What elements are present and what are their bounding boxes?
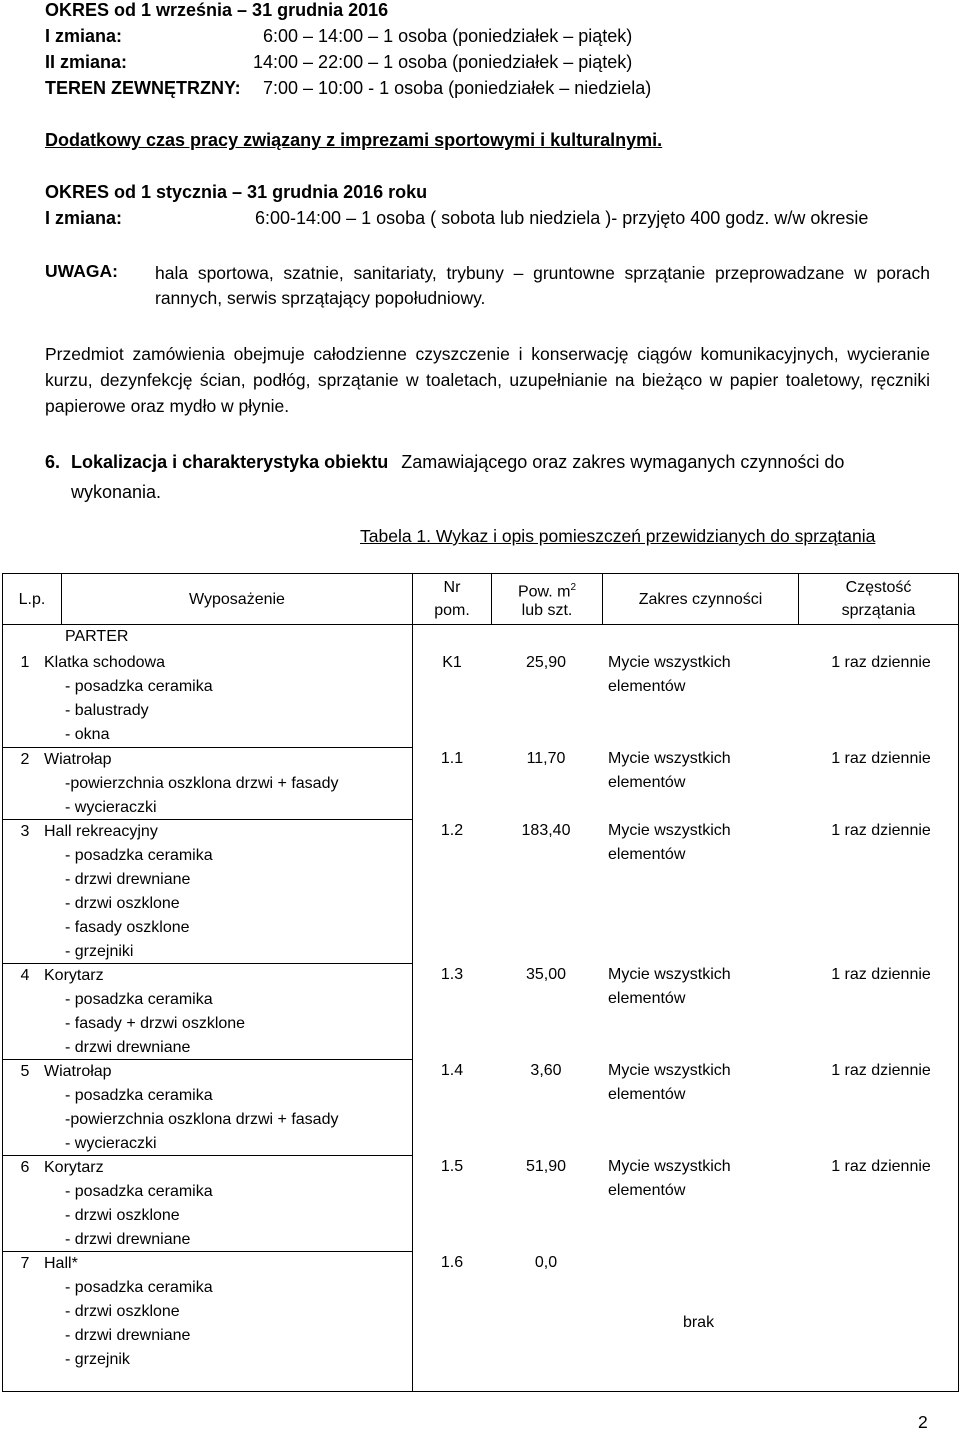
equipment-item: - posadzka ceramika <box>65 991 213 1008</box>
row-title <box>3 748 412 772</box>
section-6-heading <box>45 447 930 477</box>
section-title-bold: Lokalizacja i charakterystyka obiektu <box>71 452 389 472</box>
room-area: 11,70 <box>526 750 566 767</box>
section-title-continuation: wykonania. <box>71 482 162 502</box>
room-number: 1.2 <box>440 822 464 839</box>
page-number: 2 <box>918 1412 928 1432</box>
room-name: Klatka schodowa <box>44 654 165 671</box>
column-divider <box>491 625 492 1391</box>
table-row <box>3 651 412 747</box>
room-number: 1.1 <box>440 750 464 767</box>
period2-title: OKRES od 1 stycznia – 31 grudnia 2016 roku <box>45 182 428 202</box>
row-title <box>3 651 412 675</box>
scope-line2: elementów <box>608 774 686 791</box>
cleaning-frequency: 1 raz dziennie <box>831 822 931 839</box>
table-row <box>3 747 412 819</box>
row-details <box>413 747 958 819</box>
scope-line1: Mycie wszystkich <box>608 822 731 839</box>
room-number: 1.5 <box>440 1158 464 1175</box>
items-list <box>3 651 412 1371</box>
table-row <box>3 1251 412 1371</box>
header-room-number <box>413 574 492 625</box>
equipment-item: - posadzka ceramika <box>65 847 213 864</box>
header-area <box>492 574 603 625</box>
room-name: Wiatrołap <box>44 751 112 768</box>
row-number: 4 <box>20 967 30 984</box>
table-header-row <box>3 574 959 625</box>
equipment-item: - wycieraczki <box>65 799 157 816</box>
cleaning-frequency: 1 raz dziennie <box>831 966 931 983</box>
header-nr-line1: Nr <box>443 579 461 596</box>
cleaning-frequency: 1 raz dziennie <box>831 1062 931 1079</box>
room-area: 0,0 <box>534 1254 558 1271</box>
header-freq-line2: sprzątania <box>841 602 916 619</box>
equipment-item: - drzwi oszklone <box>65 895 180 912</box>
equipment-item: - okna <box>65 726 110 743</box>
period2-value: 6:00-14:00 – 1 osoba ( sobota lub niedziela )- przyjęto 400 godz. w/w okresie <box>255 208 869 228</box>
scope-line1: Mycie wszystkich <box>608 750 731 767</box>
equipment-item: - drzwi drewniane <box>65 871 191 888</box>
column-divider <box>796 625 797 1391</box>
row-number: 5 <box>20 1063 30 1080</box>
scope-none: brak <box>682 1314 715 1331</box>
room-area: 51,90 <box>525 1158 567 1175</box>
row-title <box>3 1060 412 1084</box>
scope-line1: Mycie wszystkich <box>608 1158 731 1175</box>
period1-row-value: 7:00 – 10:00 - 1 osoba (poniedziałek – niedziela) <box>263 78 652 98</box>
scope-line2: elementów <box>608 1182 686 1199</box>
row-number: 6 <box>20 1159 30 1176</box>
equipment-item: - wycieraczki <box>65 1135 157 1152</box>
room-area: 183,40 <box>521 822 571 839</box>
period1-row-label: I zmiana: <box>45 26 123 46</box>
row-number: 7 <box>20 1255 30 1272</box>
scope-paragraph: Przedmiot zamówienia obejmuje całodzienne czyszczenie i konserwację ciągów komunikacyjnych, wycieranie kurzu, dezynfekcję ścian, podłóg, sprzątanie w toaletach, uzupełnianie na bieżąco w papier toaletowy, ręczniki papierowe oraz mydło w płynie. <box>45 344 930 416</box>
scope-line2: elementów <box>608 678 686 695</box>
header-lp: L.p. <box>3 574 62 625</box>
scope-line2: elementów <box>608 846 686 863</box>
section-title-rest: Zamawiającego oraz zakres wymaganych czynności do <box>401 452 845 472</box>
column-divider <box>601 625 602 1391</box>
room-area: 3,60 <box>530 1062 562 1079</box>
room-name: Korytarz <box>44 1159 104 1176</box>
scope-line2: elementów <box>608 990 686 1007</box>
row-details <box>413 1059 958 1155</box>
row-details <box>413 819 958 963</box>
room-name: Korytarz <box>44 967 104 984</box>
equipment-item: - drzwi drewniane <box>65 1231 191 1248</box>
scope-line1: Mycie wszystkich <box>608 966 731 983</box>
room-number: 1.3 <box>440 966 464 983</box>
equipment-item: - fasady oszklone <box>65 919 190 936</box>
row-title <box>3 1156 412 1180</box>
table-row <box>3 963 412 1059</box>
header-scope: Zakres czynności <box>603 574 799 625</box>
equipment-item: - drzwi oszklone <box>65 1303 180 1320</box>
table-caption: Tabela 1. Wykaz i opis pomieszczeń przewidzianych do sprzątania <box>360 526 876 546</box>
room-number: K1 <box>442 654 462 671</box>
room-name: Wiatrołap <box>44 1063 112 1080</box>
period1-row-label: II zmiana: <box>45 52 128 72</box>
period2-label: I zmiana: <box>45 208 123 228</box>
period1-row-value: 6:00 – 14:00 – 1 osoba (poniedziałek – piątek) <box>263 26 633 46</box>
row-title <box>3 1252 412 1276</box>
period1-title: OKRES od 1 września – 31 grudnia 2016 <box>45 0 389 20</box>
row-title <box>3 964 412 988</box>
equipment-item: - drzwi drewniane <box>65 1327 191 1344</box>
table-body-row <box>3 625 959 1392</box>
details-list <box>413 625 958 1391</box>
details-column <box>413 625 959 1392</box>
row-details <box>413 1155 958 1251</box>
equipment-item: - grzejnik <box>65 1351 130 1368</box>
equipment-item: - posadzka ceramika <box>65 1087 213 1104</box>
floor-label: PARTER <box>65 628 129 645</box>
table-row <box>3 819 412 963</box>
equipment-item: - posadzka ceramika <box>65 1279 213 1296</box>
equipment-item: - posadzka ceramika <box>65 678 213 695</box>
room-number: 1.6 <box>440 1254 464 1271</box>
equipment-item: -powierzchnia oszklona drzwi + fasady <box>65 775 339 792</box>
equipment-item: - posadzka ceramika <box>65 1183 213 1200</box>
room-number: 1.4 <box>440 1062 464 1079</box>
header-frequency <box>799 574 959 625</box>
equipment-item: -powierzchnia oszklona drzwi + fasady <box>65 1111 339 1128</box>
rooms-table <box>2 573 959 1392</box>
header-nr-line2: pom. <box>434 602 470 619</box>
note-label: UWAGA: <box>45 261 118 281</box>
extra-work-note: Dodatkowy czas pracy związany z imprezami sportowymi i kulturalnymi. <box>45 130 663 150</box>
header-area-line1 <box>492 576 602 599</box>
table-row <box>3 1155 412 1251</box>
row-number: 3 <box>20 823 30 840</box>
cleaning-frequency: 1 raz dziennie <box>831 1158 931 1175</box>
room-name: Hall rekreacyjny <box>44 823 158 840</box>
equipment-item: - drzwi oszklone <box>65 1207 180 1224</box>
equipment-item: - fasady + drzwi oszklone <box>65 1015 246 1032</box>
cleaning-frequency: 1 raz dziennie <box>831 750 931 767</box>
row-number: 2 <box>20 751 30 768</box>
header-area-text: Pow. m <box>517 583 571 601</box>
header-equipment: Wyposażenie <box>62 574 413 625</box>
row-number: 1 <box>20 654 30 671</box>
equipment-item: - balustrady <box>65 702 149 719</box>
room-area: 35,00 <box>525 966 567 983</box>
scope-line1: Mycie wszystkich <box>608 1062 731 1079</box>
period1-row-label: TEREN ZEWNĘTRZNY: <box>45 78 241 98</box>
cleaning-frequency: 1 raz dziennie <box>831 654 931 671</box>
header-area-line2: lub szt. <box>521 602 573 619</box>
header-freq-line1: Częstość <box>845 579 912 596</box>
equipment-item: - drzwi drewniane <box>65 1039 191 1056</box>
scope-line2: elementów <box>608 1086 686 1103</box>
section-number: 6. <box>45 452 61 472</box>
header-area-sup: 2 <box>570 582 577 593</box>
room-area: 25,90 <box>525 654 567 671</box>
row-details <box>413 651 958 747</box>
equipment-item: - grzejniki <box>65 943 134 960</box>
row-details <box>413 1251 958 1371</box>
table-row <box>3 1059 412 1155</box>
scope-line1: Mycie wszystkich <box>608 654 731 671</box>
row-title <box>3 820 412 844</box>
equipment-column <box>3 625 413 1392</box>
room-name: Hall* <box>44 1255 78 1272</box>
row-details <box>413 963 958 1059</box>
period1-row-value: 14:00 – 22:00 – 1 osoba (poniedziałek – piątek) <box>253 52 633 72</box>
note-text: hala sportowa, szatnie, sanitariaty, trybuny – gruntowne sprzątanie przeprowadzane w porach rannych, serwis sprzątający popołudniowy. <box>155 263 930 308</box>
